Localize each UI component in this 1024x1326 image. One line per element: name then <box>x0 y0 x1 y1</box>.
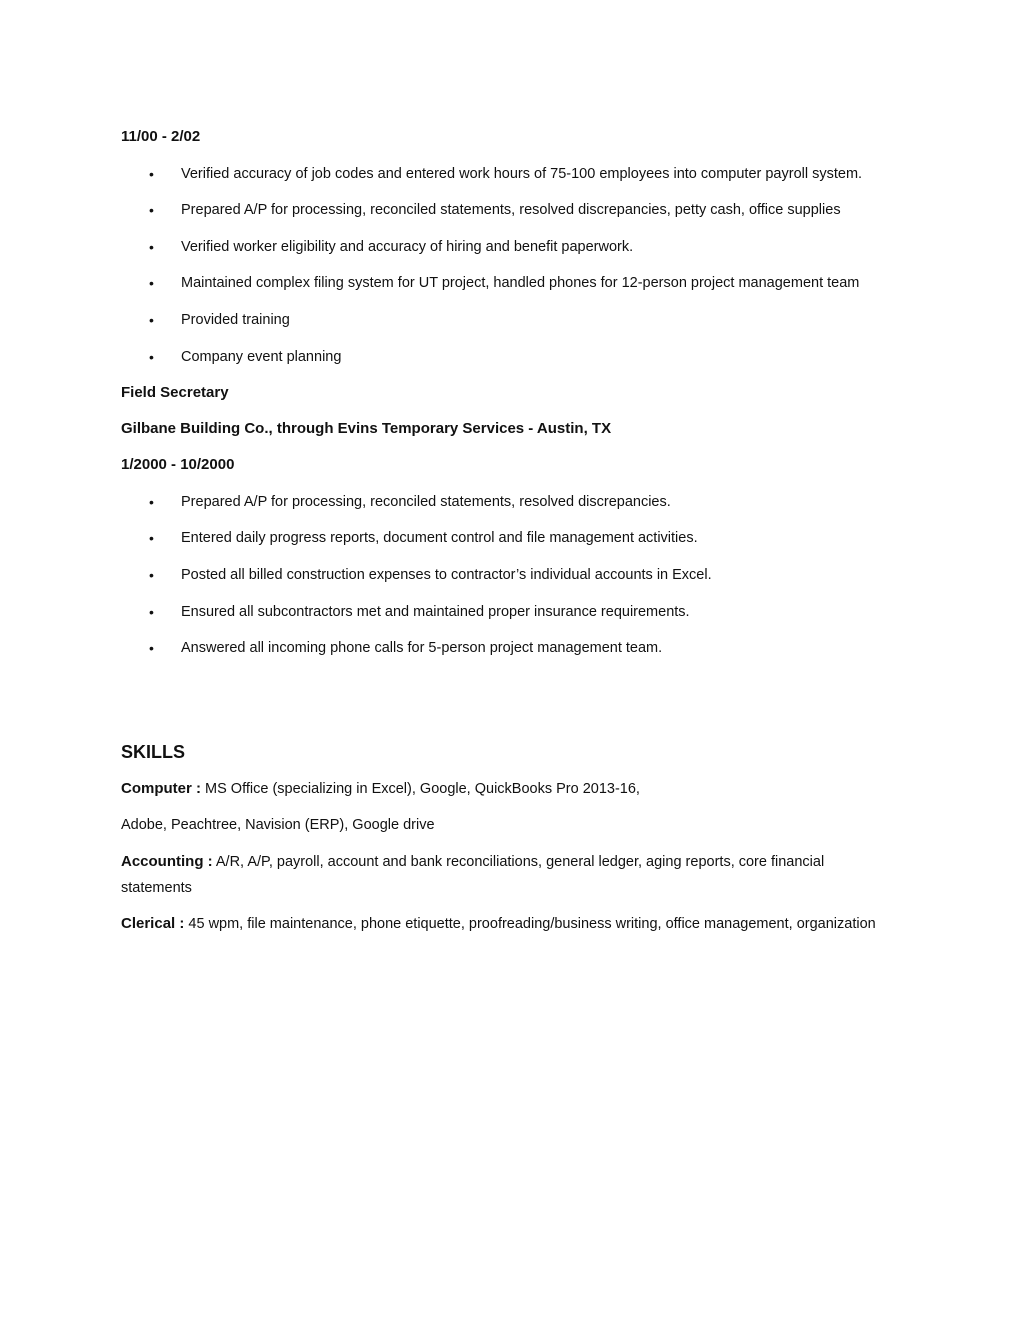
skill-text: MS Office (specializing in Excel), Google, QuickBooks Pro 2013-16, <box>205 781 640 797</box>
bullet-icon: • <box>149 312 154 328</box>
bullet-icon: • <box>149 275 154 291</box>
bullet-text: Provided training <box>181 312 290 328</box>
bullet-icon: • <box>149 202 154 218</box>
bullet-text: Ensured all subcontractors met and maintained proper insurance requirements. <box>181 604 690 620</box>
bullet-icon: • <box>149 166 154 182</box>
job1-dates: 11/00 - 2/02 <box>121 128 201 145</box>
skill-clerical <box>121 911 881 937</box>
skill-label: Accounting : <box>121 853 213 870</box>
skill-label: Clerical : <box>121 915 185 932</box>
bullet-text: Posted all billed construction expenses to contractor’s individual accounts in Excel. <box>181 567 712 583</box>
skills-heading: SKILLS <box>121 742 186 762</box>
skill-text: 45 wpm, file maintenance, phone etiquette, proofreading/business writing, office management, organization <box>188 916 876 932</box>
skill-accounting <box>121 849 881 901</box>
bullet-text: Entered daily progress reports, document control and file management activities. <box>181 530 698 546</box>
job2-company: Gilbane Building Co., through Evins Temporary Services - Austin, TX <box>121 420 612 437</box>
bullet-text: Verified worker eligibility and accuracy of hiring and benefit paperwork. <box>181 239 634 255</box>
skill-computer-continued <box>121 812 881 838</box>
bullet-icon: • <box>149 640 154 656</box>
skill-computer <box>121 776 881 802</box>
skill-label: Computer : <box>121 780 201 797</box>
bullet-text: Company event planning <box>181 349 342 365</box>
bullet-text: Verified accuracy of job codes and entered work hours of 75-100 employees into computer payroll system. <box>181 166 863 182</box>
bullet-icon: • <box>149 494 154 510</box>
bullet-text: Maintained complex filing system for UT project, handled phones for 12-person project management team <box>181 275 860 291</box>
bullet-icon: • <box>149 567 154 583</box>
bullet-text: Answered all incoming phone calls for 5-person project management team. <box>181 640 663 656</box>
bullet-text: Prepared A/P for processing, reconciled statements, resolved discrepancies. <box>181 494 671 510</box>
bullet-icon: • <box>149 349 154 365</box>
skill-text: Adobe, Peachtree, Navision (ERP), Google drive <box>121 817 435 833</box>
bullet-icon: • <box>149 604 154 620</box>
job2-title: Field Secretary <box>121 384 229 401</box>
bullet-icon: • <box>149 239 154 255</box>
skill-text: A/R, A/P, payroll, account and bank reconciliations, general ledger, aging reports, core financial statements <box>121 854 825 896</box>
bullet-icon: • <box>149 530 154 546</box>
bullet-text: Prepared A/P for processing, reconciled statements, resolved discrepancies, petty cash, office supplies <box>181 202 841 218</box>
job2-dates: 1/2000 - 10/2000 <box>121 456 235 473</box>
